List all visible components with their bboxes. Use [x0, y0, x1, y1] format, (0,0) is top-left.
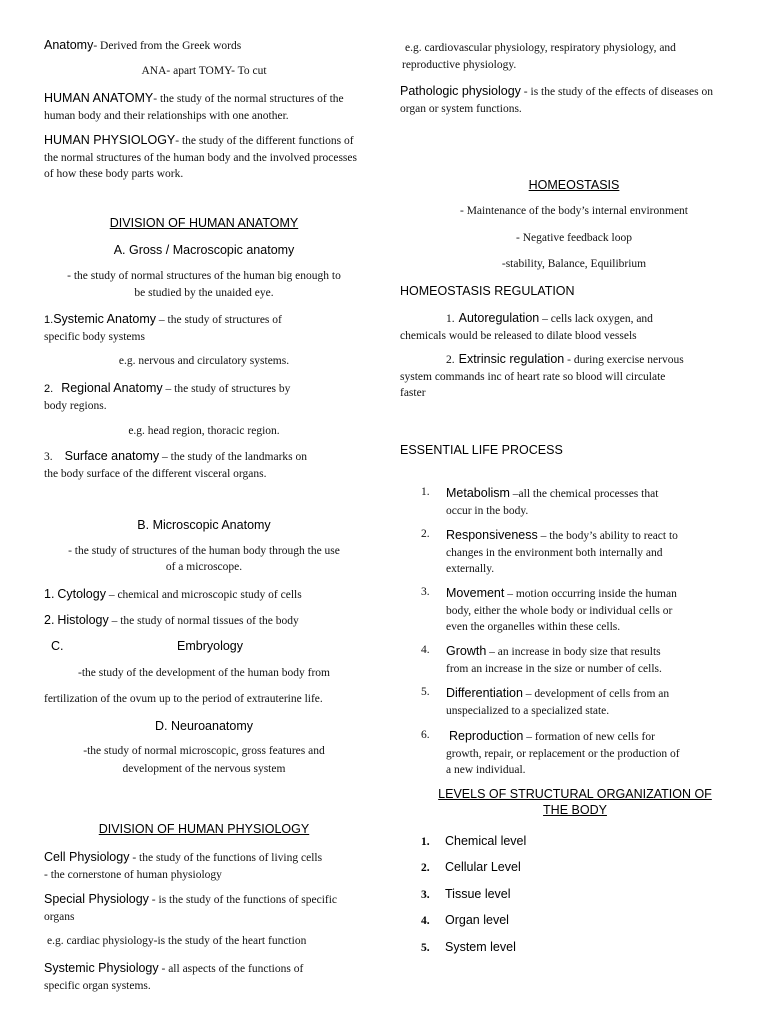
- level-num: 1.: [421, 836, 430, 848]
- micro-def-line-1: - the study of structures of the human body through the use: [68, 545, 340, 557]
- level-num: 2.: [421, 862, 430, 874]
- cell-physiology-item: [44, 848, 364, 883]
- level-label: Organ level: [445, 913, 509, 927]
- pathologic-def-2: organ or system functions.: [400, 102, 522, 115]
- life-process-def-3: even the organelles within these cells.: [446, 621, 621, 634]
- life-process-item: [421, 584, 721, 636]
- systemic-def: – the study of structures of: [156, 314, 282, 326]
- autoreg-def: – cells lack oxygen, and: [539, 313, 653, 325]
- homeostasis-line-2: - Negative feedback loop: [516, 232, 632, 244]
- homeostasis-heading: HOMEOSTASIS: [528, 178, 620, 192]
- gross-anatomy-heading: A. Gross / Macroscopic anatomy: [113, 243, 295, 257]
- autoregulation-item: [400, 309, 748, 344]
- levels-heading: [420, 786, 730, 819]
- level-item: [421, 938, 516, 957]
- eg-top-line-1: e.g. cardiovascular physiology, respiratory physiology, and: [405, 42, 676, 54]
- life-process-item: [421, 684, 721, 719]
- histology-term: Histology: [57, 613, 109, 627]
- division-anatomy-heading: DIVISION OF HUMAN ANATOMY: [109, 216, 299, 230]
- special-physiology-def-2: organs: [44, 910, 75, 923]
- level-item: [421, 885, 511, 904]
- cell-physiology-def: - the study of the functions of living cells: [129, 852, 323, 864]
- human-anatomy-term: HUMAN ANATOMY: [44, 91, 154, 105]
- life-process-item: [421, 526, 721, 578]
- pathologic-def: - is the study of the effects of diseases on: [520, 86, 713, 98]
- human-anatomy-definition: [44, 89, 362, 124]
- life-process-num: 6.: [421, 729, 430, 741]
- division-physiology-heading: DIVISION OF HUMAN PHYSIOLOGY: [98, 822, 310, 836]
- life-process-def-2: body, either the whole body or individual cells or: [446, 604, 673, 617]
- systemic-def-2: specific body systems: [44, 330, 145, 343]
- histology-def: – the study of normal tissues of the body: [108, 615, 299, 627]
- regional-anatomy-item: [44, 379, 364, 415]
- life-process-term: Movement: [446, 586, 505, 600]
- life-process-term: Reproduction: [449, 729, 524, 743]
- systemic-physiology-term: Systemic Physiology: [44, 961, 159, 975]
- levels-heading-line-1: LEVELS OF STRUCTURAL ORGANIZATION OF: [438, 787, 712, 801]
- histology-item: [44, 611, 364, 630]
- level-label: Tissue level: [445, 887, 511, 901]
- regional-num: 2.: [44, 383, 54, 395]
- human-physiology-term: HUMAN PHYSIOLOGY: [44, 133, 176, 147]
- surface-def-2: the body surface of the different visceral organs.: [44, 467, 267, 480]
- homeostasis-line-1: - Maintenance of the body’s internal environment: [459, 205, 688, 217]
- level-label: Chemical level: [445, 834, 527, 848]
- level-label: System level: [445, 940, 516, 954]
- special-physiology-item: [44, 890, 369, 925]
- embryology-letter: C.: [51, 639, 64, 653]
- extrinsic-def-2: system commands inc of heart rate so blood will circulate: [400, 370, 666, 383]
- homeostasis-regulation-heading: HOMEOSTASIS REGULATION: [400, 284, 575, 298]
- essential-life-process-heading: ESSENTIAL LIFE PROCESS: [400, 443, 563, 457]
- human-physiology-def: - the study of the different functions of the normal structures of the human body and the involved processes of how these body parts work.: [44, 135, 357, 181]
- life-process-def: – formation of new cells for: [523, 731, 655, 743]
- life-process-def-2: occur in the body.: [446, 504, 529, 517]
- extrinsic-regulation-item: [400, 350, 748, 402]
- extrinsic-def-3: faster: [400, 387, 426, 400]
- level-item: [421, 858, 521, 877]
- human-physiology-definition: [44, 131, 364, 183]
- extrinsic-num: 2.: [446, 354, 455, 366]
- autoreg-term: Autoregulation: [458, 311, 540, 325]
- anatomy-term: Anatomy: [44, 38, 94, 52]
- life-process-def-2: growth, repair, or replacement or the production of: [446, 747, 680, 760]
- level-num: 4.: [421, 915, 430, 927]
- autoreg-def-2: chemicals would be released to dilate blood vessels: [400, 329, 637, 342]
- level-item: [421, 911, 509, 930]
- life-process-num: 4.: [421, 644, 430, 656]
- systemic-example: e.g. nervous and circulatory systems.: [118, 355, 290, 367]
- life-process-item: [421, 484, 721, 519]
- cell-physiology-term: Cell Physiology: [44, 850, 130, 864]
- life-process-num: 2.: [421, 528, 430, 540]
- life-process-def: – development of cells from an: [522, 688, 670, 700]
- cytology-term: Cytology: [57, 587, 106, 601]
- surface-def: – the study of the landmarks on: [159, 451, 308, 463]
- ana-tomy-etymology: ANA- apart TOMY- To cut: [141, 65, 267, 77]
- surface-anatomy-item: [44, 447, 364, 482]
- life-process-term: Differentiation: [446, 686, 523, 700]
- systemic-physiology-def-2: specific organ systems.: [44, 979, 151, 992]
- embryology-heading: Embryology: [177, 639, 243, 653]
- life-process-def: –all the chemical processes that: [509, 488, 659, 500]
- pathologic-term: Pathologic physiology: [400, 84, 521, 98]
- life-process-def: – motion occurring inside the human: [504, 588, 677, 600]
- cytology-item: [44, 585, 364, 604]
- life-process-item: [421, 642, 721, 677]
- regional-def: – the study of structures by: [162, 383, 291, 395]
- life-process-def: – the body’s ability to react to: [537, 530, 678, 542]
- gross-def-line-1: - the study of normal structures of the human big enough to: [67, 270, 341, 282]
- neuro-def-line-1: -the study of normal microscopic, gross features and: [83, 745, 325, 757]
- life-process-item: [421, 727, 721, 779]
- regional-term: Regional Anatomy: [61, 381, 163, 395]
- histology-num: 2.: [44, 613, 55, 627]
- level-num: 3.: [421, 889, 430, 901]
- systemic-num: 1.: [44, 314, 54, 326]
- life-process-num: 3.: [421, 586, 430, 598]
- pathologic-physiology-item: [400, 82, 748, 117]
- human-anatomy-def: - the study of the normal structures of the human body and their relationships with one another.: [44, 93, 344, 122]
- life-process-def-2: from an increase in the size or number of cells.: [446, 662, 662, 675]
- surface-num: 3.: [44, 451, 53, 463]
- level-label: Cellular Level: [445, 860, 521, 874]
- anatomy-def: - Derived from the Greek words: [93, 40, 242, 52]
- levels-heading-line-2: THE BODY: [543, 803, 607, 818]
- life-process-def: – an increase in body size that results: [486, 646, 661, 658]
- systemic-physiology-def: - all aspects of the functions of: [158, 963, 304, 975]
- level-num: 5.: [421, 942, 430, 954]
- anatomy-definition: [44, 36, 364, 55]
- eg-top-line-2: reproductive physiology.: [402, 58, 517, 71]
- life-process-def-2: unspecialized to a specialized state.: [446, 704, 610, 717]
- micro-def-line-2: of a microscope.: [165, 561, 243, 573]
- autoreg-num: 1.: [446, 313, 455, 325]
- life-process-num: 5.: [421, 686, 430, 698]
- neuro-def-line-2: development of the nervous system: [122, 763, 286, 775]
- special-physiology-def: - is the study of the functions of specific: [148, 894, 338, 906]
- homeostasis-line-3: -stability, Balance, Equilibrium: [501, 258, 647, 270]
- physiology-example-top: [402, 40, 742, 73]
- level-item: [421, 832, 526, 851]
- cytology-def: – chemical and microscopic study of cells: [105, 589, 302, 601]
- life-process-term: Growth: [446, 644, 487, 658]
- life-process-num: 1.: [421, 486, 430, 498]
- life-process-def-3: a new individual.: [446, 764, 526, 777]
- cell-physiology-def-2: - the cornerstone of human physiology: [44, 868, 222, 881]
- life-process-def-3: externally.: [446, 563, 495, 576]
- special-physiology-term: Special Physiology: [44, 892, 149, 906]
- embryology-def-line-2: fertilization of the ovum up to the period of extrauterine life.: [44, 693, 323, 705]
- systemic-anatomy-item: [44, 310, 364, 346]
- microscopic-anatomy-heading: B. Microscopic Anatomy: [137, 518, 271, 532]
- systemic-term: Systemic Anatomy: [53, 312, 157, 326]
- surface-term: Surface anatomy: [64, 449, 160, 463]
- systemic-physiology-item: [44, 959, 364, 994]
- gross-def-line-2: be studied by the unaided eye.: [134, 287, 274, 299]
- neuroanatomy-heading: D. Neuroanatomy: [155, 719, 253, 733]
- life-process-def-2: changes in the environment both internally and: [446, 546, 663, 559]
- embryology-def-line-1: -the study of the development of the human body from: [78, 667, 330, 679]
- cytology-num: 1.: [44, 587, 55, 601]
- special-physiology-example: e.g. cardiac physiology-is the study of the heart function: [47, 935, 307, 947]
- regional-def-2: body regions.: [44, 399, 107, 412]
- life-process-term: Responsiveness: [446, 528, 538, 542]
- regional-example: e.g. head region, thoracic region.: [128, 425, 280, 437]
- life-process-term: Metabolism: [446, 486, 510, 500]
- extrinsic-def: - during exercise nervous: [564, 354, 684, 366]
- extrinsic-term: Extrinsic regulation: [458, 352, 565, 366]
